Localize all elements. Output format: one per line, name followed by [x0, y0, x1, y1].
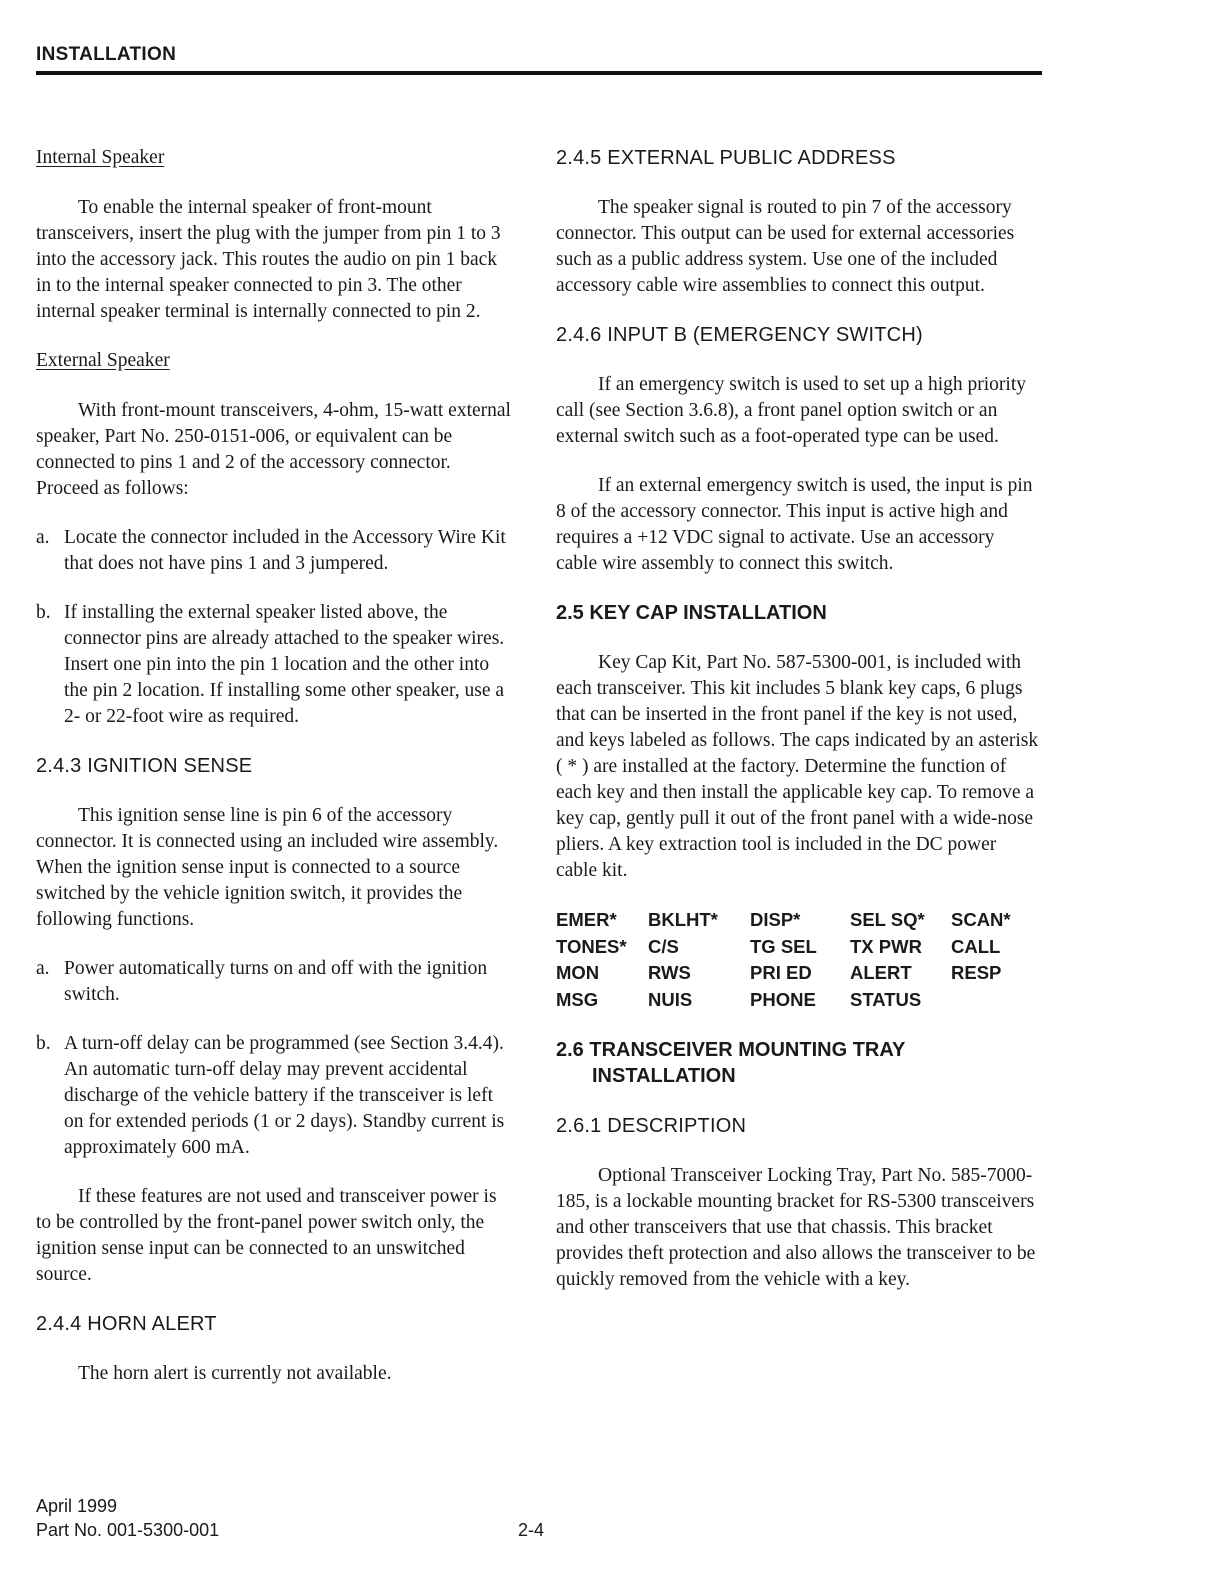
list-item [36, 1031, 514, 1161]
key-cap-label: TG SEL [750, 935, 817, 957]
key-cap-label: STATUS [850, 988, 922, 1010]
key-cap-label: MON [556, 962, 600, 983]
key-cap-label: ALERT [850, 962, 912, 983]
key-cap-label: DISP* [750, 909, 801, 930]
footer-part-number: Part No. 001-5300-001 [36, 1520, 220, 1540]
left-column [36, 145, 514, 1410]
footer-left [36, 1494, 219, 1542]
header-rule [36, 71, 1042, 75]
external-speaker-paragraph: With front-mount transceivers, 4-ohm, 15-watt external speaker, Part No. 250-0151-006, or equivalent can be connected to pins 1 and 2 of the accessory connector. Proceed as follows: [36, 400, 511, 499]
list-item-text: Power automatically turns on and off with the ignition switch. [64, 958, 488, 1005]
list-marker: b. [36, 1033, 51, 1054]
right-column [556, 145, 1040, 1316]
mounting-tray-heading-line2: INSTALLATION [592, 1065, 736, 1087]
list-item-text: Locate the connector included in the Accessory Wire Kit that does not have pins 1 and 3 jumpered. [64, 527, 506, 574]
list-marker: a. [36, 958, 50, 979]
key-cap-label: RESP [951, 962, 1002, 983]
list-item-text: If installing the external speaker listed above, the connector pins are already attached to the speaker wires. Insert one pin into the pin 1 location and the other into the pin 2 location. If installing some other speaker, use a 2- or 22-foot wire as required. [64, 602, 505, 727]
key-cap-label: BKLHT* [648, 909, 718, 930]
ignition-sense-paragraph-2: If these features are not used and transceiver power is to be controlled by the front-panel power switch only, the ignition sense input can be connected to an unswitched source. [36, 1186, 497, 1285]
list-marker: a. [36, 527, 50, 548]
input-b-paragraph-2: If an external emergency switch is used, the input is pin 8 of the accessory connector. This input is active high and requires a +12 VDC signal to activate. Use an accessory cable wire assembly to connect this switch. [556, 475, 1033, 574]
key-cap-label: PRI ED [750, 962, 812, 983]
description-heading: 2.6.1 DESCRIPTION [556, 1115, 747, 1137]
list-item-text: A turn-off delay can be programmed (see Section 3.4.4). An automatic turn-off delay may prevent accidental discharge of the vehicle battery if the transceiver is left on for extended periods (1 or 2 days). Standby current is approximately 600 mA. [64, 1033, 505, 1158]
list-item [36, 600, 514, 730]
ignition-sense-paragraph: This ignition sense line is pin 6 of the accessory connector. It is connected using an included wire assembly. When the ignition sense input is connected to a source switched by the vehicle ignition switch, it provides the following functions. [36, 805, 499, 930]
horn-alert-paragraph: The horn alert is currently not available. [78, 1363, 392, 1384]
internal-speaker-paragraph: To enable the internal speaker of front-mount transceivers, insert the plug with the jumper from pin 1 to 3 into the accessory jack. This routes the audio on pin 1 back in to the internal speaker connected to pin 3. The other internal speaker terminal is internally connected to pin 2. [36, 197, 501, 322]
key-cap-label [951, 987, 1031, 1014]
key-cap-table [556, 907, 1040, 1013]
page-header-title: INSTALLATION [36, 44, 177, 65]
key-cap-label: TONES* [556, 935, 627, 957]
key-cap-paragraph: Key Cap Kit, Part No. 587-5300-001, is included with each transceiver. This kit includes 5 blank key caps, 6 plugs that can be inserted in the front panel if the key is not used, and keys labeled as follows. The caps indicated by an asterisk ( * ) are installed at the factory. Determine the function of each key and then install the applicable key cap. To remove a key cap, gently pull it out of the front panel with a wide-nose pliers. A key extraction tool is included in the DC power cable kit. [556, 652, 1039, 881]
key-cap-label: C/S [648, 935, 679, 957]
footer-date: April 1999 [36, 1496, 118, 1516]
key-cap-label: SCAN* [951, 909, 1011, 930]
key-cap-label: EMER* [556, 909, 617, 930]
key-cap-label: MSG [556, 988, 599, 1010]
key-cap-label: NUIS [648, 988, 693, 1010]
internal-speaker-heading: Internal Speaker [36, 147, 165, 168]
external-speaker-heading: External Speaker [36, 350, 170, 371]
key-cap-label: SEL SQ* [850, 909, 925, 930]
key-cap-heading: 2.5 KEY CAP INSTALLATION [556, 602, 827, 624]
input-b-heading: 2.4.6 INPUT B (EMERGENCY SWITCH) [556, 324, 923, 346]
key-cap-label: TX PWR [850, 935, 922, 957]
horn-alert-heading: 2.4.4 HORN ALERT [36, 1313, 217, 1335]
page-number: 2-4 [518, 1520, 545, 1540]
public-address-paragraph: The speaker signal is routed to pin 7 of the accessory connector. This output can be used for external accessories such as a public address system. Use one of the included accessory cable wire assemblies to connect this output. [556, 197, 1015, 296]
mounting-tray-heading-line1: 2.6 TRANSCEIVER MOUNTING TRAY [556, 1039, 906, 1061]
ignition-sense-heading: 2.4.3 IGNITION SENSE [36, 755, 253, 777]
list-item [36, 956, 514, 1008]
mounting-tray-heading [556, 1037, 1040, 1089]
key-cap-label: PHONE [750, 988, 816, 1010]
list-item [36, 525, 514, 577]
list-marker: b. [36, 602, 51, 623]
input-b-paragraph: If an emergency switch is used to set up a high priority call (see Section 3.6.8), a front panel option switch or an external switch such as a foot-operated type can be used. [556, 374, 1027, 447]
description-paragraph: Optional Transceiver Locking Tray, Part No. 585-7000-185, is a lockable mounting bracket for RS-5300 transceivers and other transceivers that use that chassis. This bracket provides theft protection and also allows the transceiver to be quickly removed from the vehicle with a key. [556, 1165, 1036, 1290]
public-address-heading: 2.4.5 EXTERNAL PUBLIC ADDRESS [556, 147, 896, 169]
key-cap-label: CALL [951, 935, 1001, 957]
key-cap-label: RWS [648, 962, 691, 983]
